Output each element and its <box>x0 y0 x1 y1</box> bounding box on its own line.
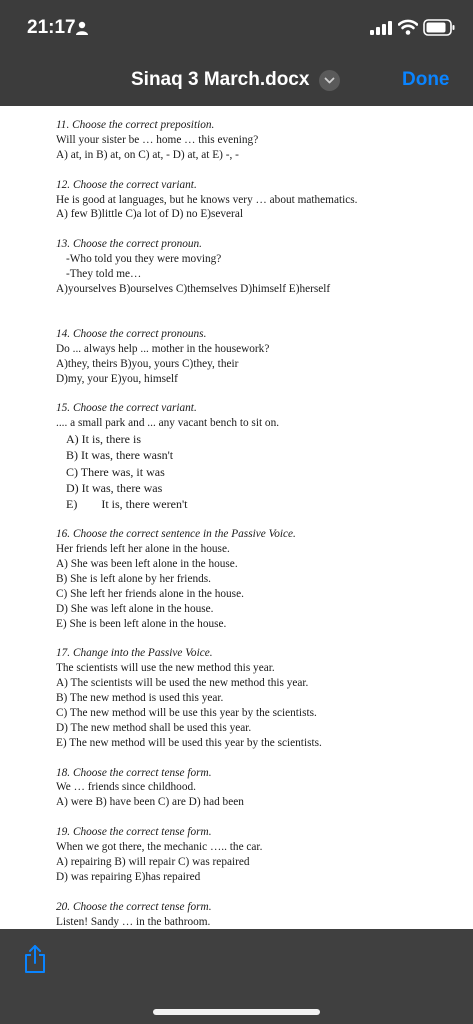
question-15 <box>56 401 466 512</box>
answer-options: A) few B)little C)a lot of D) no E)several <box>56 208 243 221</box>
dialogue-line: -Who told you they were moving? <box>66 253 222 266</box>
answer-option: A) It is, there is <box>66 432 141 447</box>
question-instruction: 13. Choose the correct pronoun. <box>56 238 203 251</box>
question-20 <box>56 900 466 929</box>
document-page[interactable] <box>0 106 473 929</box>
question-instruction: 16. Choose the correct sentence in the Passive Voice. <box>56 528 296 541</box>
question-text: When we got there, the mechanic ….. the car. <box>56 841 263 854</box>
answer-options: D)my, your E)you, himself <box>56 372 178 385</box>
document-content <box>56 118 466 929</box>
answer-options: A)they, theirs B)you, yours C)they, their <box>56 357 239 370</box>
answer-option: E) It is, there weren't <box>66 496 188 511</box>
document-title: Sinaq 3 March.docx <box>131 69 310 90</box>
answer-option: B) She is left alone by her friends. <box>56 572 211 585</box>
question-instruction: 11. Choose the correct preposition. <box>56 119 215 131</box>
question-instruction: 19. Choose the correct tense form. <box>56 826 212 839</box>
title-menu-button[interactable] <box>319 70 340 91</box>
answer-option: E) She is been left alone in the house. <box>56 617 227 630</box>
question-instruction: 15. Choose the correct variant. <box>56 402 197 415</box>
question-text: The scientists will use the new method this year. <box>56 662 275 675</box>
question-19 <box>56 825 466 885</box>
bottom-toolbar <box>0 929 473 1024</box>
question-instruction: 20. Choose the correct tense form. <box>56 900 212 913</box>
question-14 <box>56 327 466 387</box>
question-instruction: 17. Change into the Passive Voice. <box>56 647 213 660</box>
question-instruction: 18. Choose the correct tense form. <box>56 766 212 779</box>
done-button[interactable]: Done <box>402 69 450 90</box>
share-icon[interactable] <box>23 944 47 974</box>
answer-options: A) were B) have been C) are D) had been <box>56 796 244 809</box>
question-12 <box>56 178 466 223</box>
answer-option: D) It was, there was <box>66 480 163 495</box>
question-16 <box>56 527 466 631</box>
answer-option: B) The new method is used this year. <box>56 692 224 705</box>
question-11 <box>56 118 466 163</box>
status-time: 21:17 <box>27 17 76 38</box>
question-instruction: 14. Choose the correct pronouns. <box>56 327 207 340</box>
status-bar <box>0 0 473 56</box>
question-text: Will your sister be … home … this evening? <box>56 133 259 146</box>
question-text: Her friends left her alone in the house. <box>56 542 230 555</box>
question-18 <box>56 766 466 811</box>
answer-option: C) She left her friends alone in the house. <box>56 587 244 600</box>
question-text: We … friends since childhood. <box>56 781 196 794</box>
answer-option: A) She was been left alone in the house. <box>56 557 238 570</box>
answer-option: A) The scientists will be used the new method this year. <box>56 677 309 690</box>
answer-option: C) The new method will be use this year by the scientists. <box>56 706 317 719</box>
navigation-bar <box>0 56 473 106</box>
answer-options: A) at, in B) at, on C) at, - D) at, at E) -, - <box>56 148 239 161</box>
home-indicator <box>153 1009 320 1015</box>
answer-option: E) The new method will be used this year by the scientists. <box>56 736 322 749</box>
question-instruction: 12. Choose the correct variant. <box>56 178 197 191</box>
dialogue-line: -They told me… <box>66 268 142 281</box>
person-icon <box>75 21 89 35</box>
answer-option: D) She was left alone in the house. <box>56 602 214 615</box>
question-text: .... a small park and ... any vacant bench to sit on. <box>56 417 280 430</box>
battery-icon <box>423 19 455 36</box>
answer-options: A)yourselves B)ourselves C)themselves D)himself E)herself <box>56 282 331 295</box>
question-13 <box>56 237 466 297</box>
answer-options: A) repairing B) will repair C) was repaired <box>56 855 250 868</box>
wifi-icon <box>398 19 418 35</box>
question-17 <box>56 646 466 750</box>
cellular-signal-icon <box>370 21 394 35</box>
chevron-down-icon <box>319 70 340 91</box>
answer-options: D) was repairing E)has repaired <box>56 870 201 883</box>
answer-option: C) There was, it was <box>66 464 165 479</box>
question-text: Do ... always help ... mother in the housework? <box>56 342 270 355</box>
answer-option: B) It was, there wasn't <box>66 448 174 463</box>
question-text: Listen! Sandy … in the bathroom. <box>56 915 211 928</box>
answer-option: D) The new method shall be used this year. <box>56 721 252 734</box>
question-text: He is good at languages, but he knows very … about mathematics. <box>56 193 358 206</box>
